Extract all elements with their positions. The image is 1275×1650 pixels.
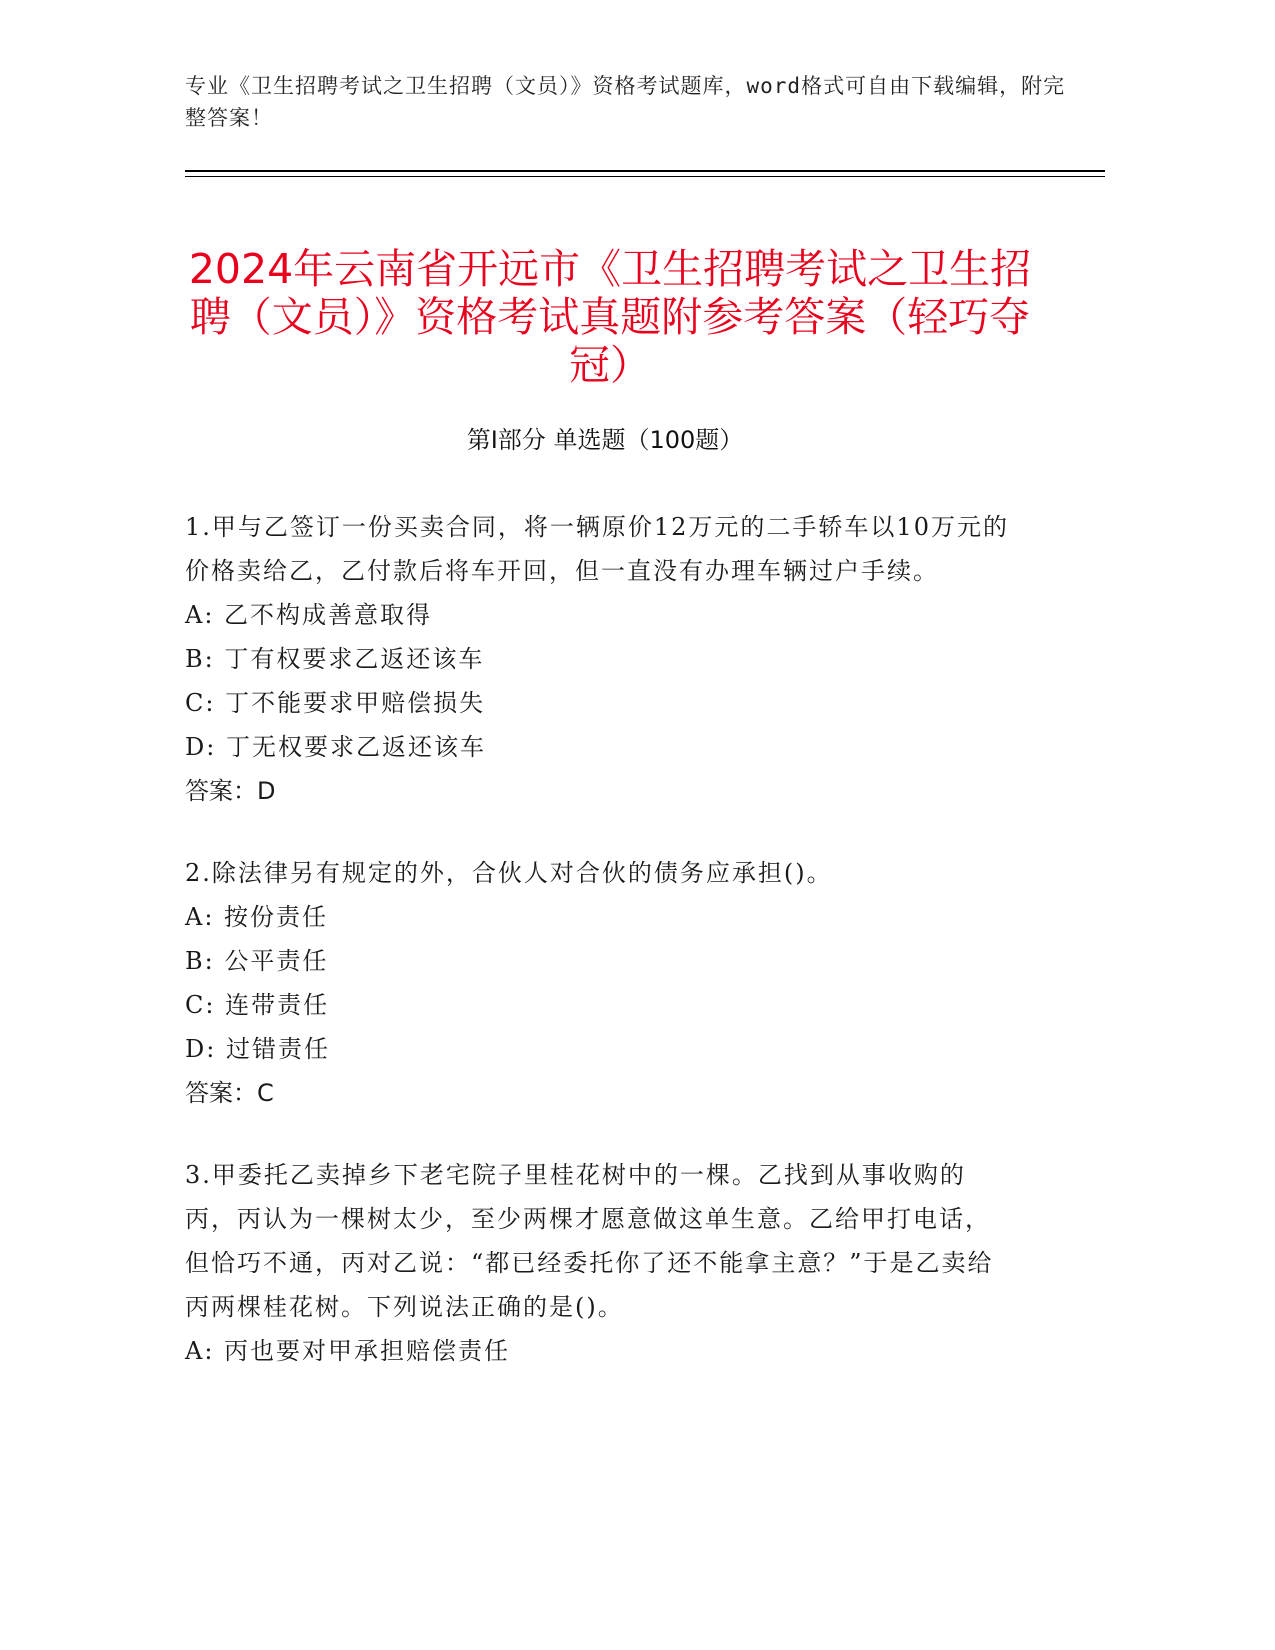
- option-b: B: 丁有权要求乙返还该车: [185, 645, 485, 673]
- option-a: A: 乙不构成善意取得: [185, 601, 433, 629]
- option-c: C: 丁不能要求甲赔偿损失: [185, 689, 486, 717]
- option-a: A: 按份责任: [185, 903, 329, 931]
- option-d: D: 丁无权要求乙返还该车: [185, 733, 486, 761]
- option-c: C: 连带责任: [185, 991, 330, 1019]
- question-1: [185, 505, 1025, 813]
- section-title: 第Ⅰ部分 单选题（100题）: [466, 426, 744, 454]
- question-list: [185, 505, 1025, 1411]
- header-divider-thick: [185, 170, 1105, 172]
- option-b: B: 公平责任: [185, 947, 329, 975]
- answer-line: 答案：D: [185, 777, 276, 805]
- header-divider-thin: [185, 176, 1105, 177]
- option-d: D: 过错责任: [185, 1035, 330, 1063]
- question-2: [185, 851, 1025, 1115]
- option-a: A: 丙也要对甲承担赔偿责任: [185, 1337, 511, 1365]
- document-title: 2024年云南省开远市《卫生招聘考试之卫生招聘（文员）》资格考试真题附参考答案（轻巧夺冠）: [188, 245, 1032, 390]
- question-stem: 3.甲委托乙卖掉乡下老宅院子里桂花树中的一棵。乙找到从事收购的丙，丙认为一棵树太少，至少两棵才愿意做这单生意。乙给甲打电话，但恰巧不通，丙对乙说：“都已经委托你了还不能拿主意？”于是乙卖给丙两棵桂花树。下列说法正确的是()。: [185, 1161, 994, 1321]
- header-note: 专业《卫生招聘考试之卫生招聘（文员）》资格考试题库，word格式可自由下载编辑，附完整答案！: [185, 74, 1066, 130]
- question-stem: 1.甲与乙签订一份买卖合同，将一辆原价12万元的二手轿车以10万元的价格卖给乙，乙付款后将车开回，但一直没有办理车辆过户手续。: [185, 513, 1009, 585]
- answer-line: 答案：C: [185, 1079, 274, 1107]
- question-stem: 2.除法律另有规定的外，合伙人对合伙的债务应承担()。: [185, 859, 833, 887]
- question-3: [185, 1153, 1025, 1373]
